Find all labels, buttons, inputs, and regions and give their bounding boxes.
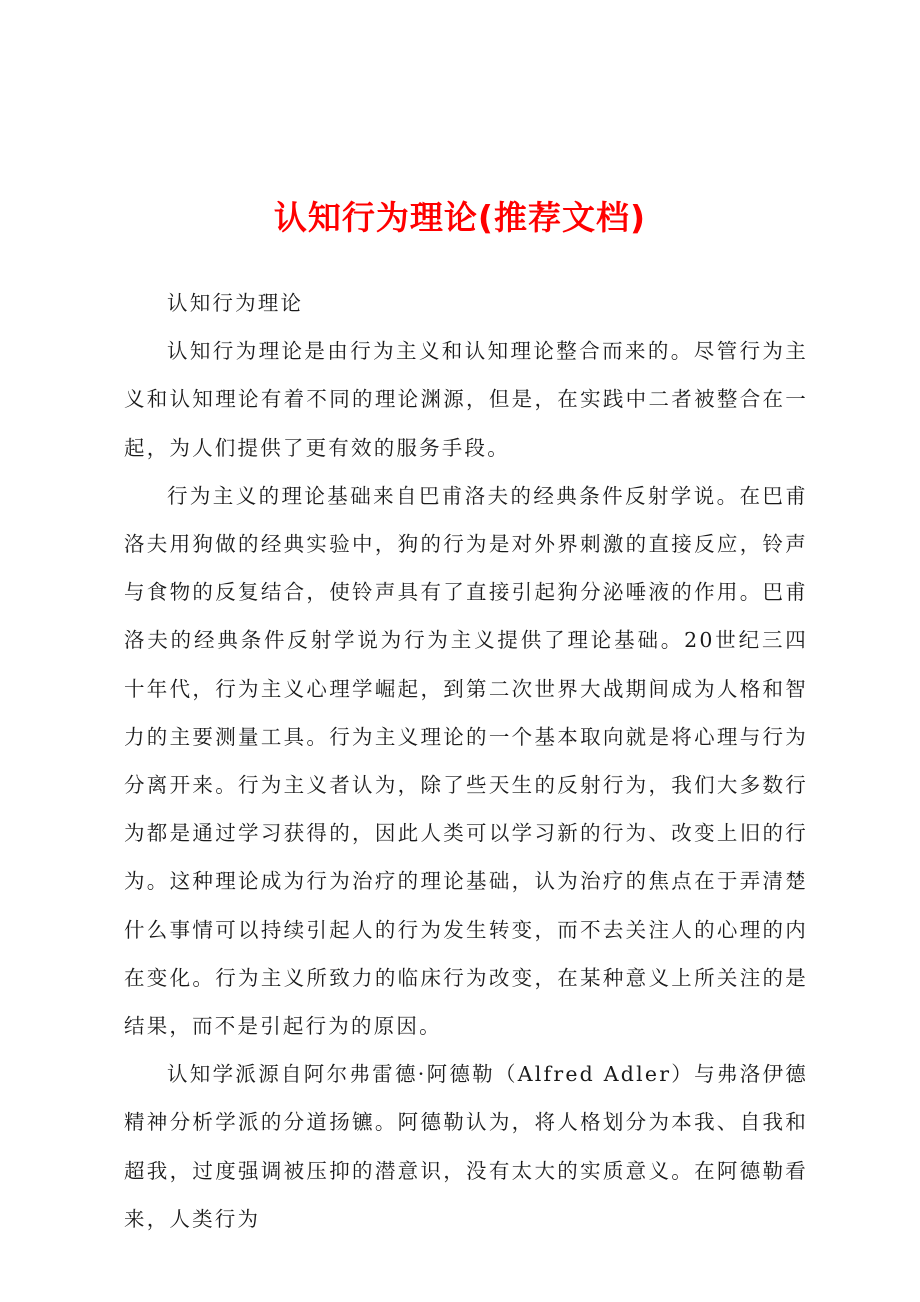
paragraph-intro: 认知行为理论是由行为主义和认知理论整合而来的。尽管行为主义和认知理论有着不同的理论渊源，但是，在实践中二者被整合在一起，为人们提供了更有效的服务手段。 xyxy=(124,339,808,460)
section-heading: 认知行为理论 xyxy=(167,291,304,315)
paragraph-behaviorism: 行为主义的理论基础来自巴甫洛夫的经典条件反射学说。在巴甫洛夫用狗做的经典实验中，狗的行为是对外界刺激的直接反应，铃声与食物的反复结合，使铃声具有了直接引起狗分泌唾液的作用。巴甫洛夫的经典条件反射学说为行为主义提供了理论基础。20世纪三四十年代，行为主义心理学崛起，到第二次世界大战期间成为人格和智力的主要测量工具。行为主义理论的一个基本取向就是将心理与行为分离开来。行为主义者认为，除了些天生的反射行为，我们大多数行为都是通过学习获得的，因此人类可以学习新的行为、改变上旧的行为。这种理论成为行为治疗的理论基础，认为治疗的焦点在于弄清楚什么事情可以持续引起人的行为发生转变，而不去关注人的心理的内在变化。行为主义所致力的临床行为改变，在某种意义上所关注的是结果，而不是引起行为的原因。 xyxy=(124,483,808,1039)
document-body xyxy=(124,279,808,1243)
paragraph-cognitive: 认知学派源自阿尔弗雷德·阿德勒（Alfred Adler）与弗洛伊德精神分析学派的分道扬镳。阿德勒认为，将人格划分为本我、自我和超我，过度强调被压抑的潜意识，没有太大的实质意义。在阿德勒看来，人类行为 xyxy=(124,1062,808,1231)
document-title: 认知行为理论(推荐文档) xyxy=(273,198,647,237)
